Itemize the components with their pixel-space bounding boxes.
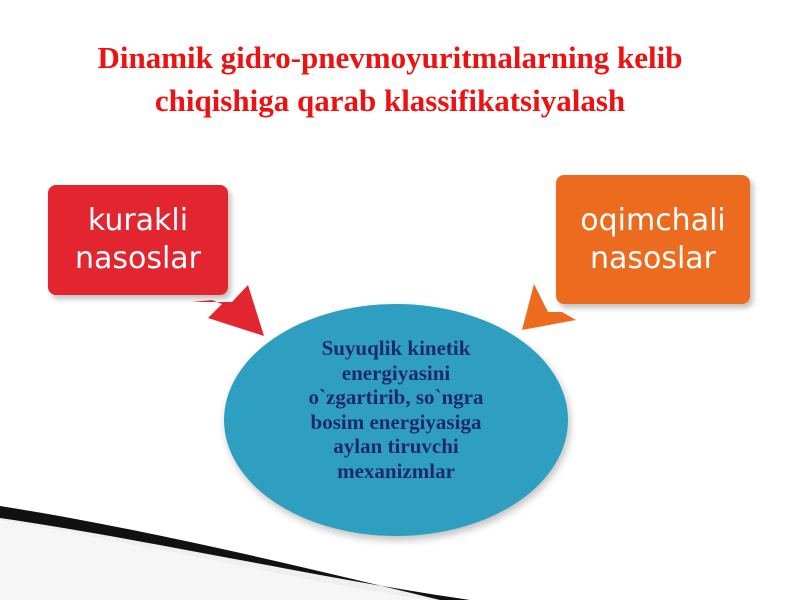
right-arrow bbox=[522, 284, 582, 330]
title-line-1: Dinamik gidro-pnevmoyuritmalarning kelib bbox=[97, 40, 683, 75]
center-line-4: bosim energiyasiga bbox=[310, 409, 482, 434]
left-box-line-1: kurakli bbox=[87, 203, 189, 238]
center-line-1: Suyuqlik kinetik bbox=[321, 336, 471, 360]
center-ellipse-text bbox=[268, 336, 524, 483]
center-line-3: o`zgartirib, so`ngra bbox=[308, 385, 484, 409]
center-line-2: energiyasini bbox=[341, 360, 451, 385]
left-arrow bbox=[192, 285, 264, 336]
center-line-5: aylan tiruvchi bbox=[333, 434, 459, 458]
center-line-6: mexanizmlar bbox=[337, 458, 455, 483]
right-box-line-1: oqimchali bbox=[580, 202, 726, 238]
left-box-line-2: nasoslar bbox=[74, 241, 202, 276]
title-line-2: chiqishiga qarab klassifikatsiyalash bbox=[154, 83, 626, 118]
right-box-line-2: nasoslar bbox=[589, 240, 717, 276]
